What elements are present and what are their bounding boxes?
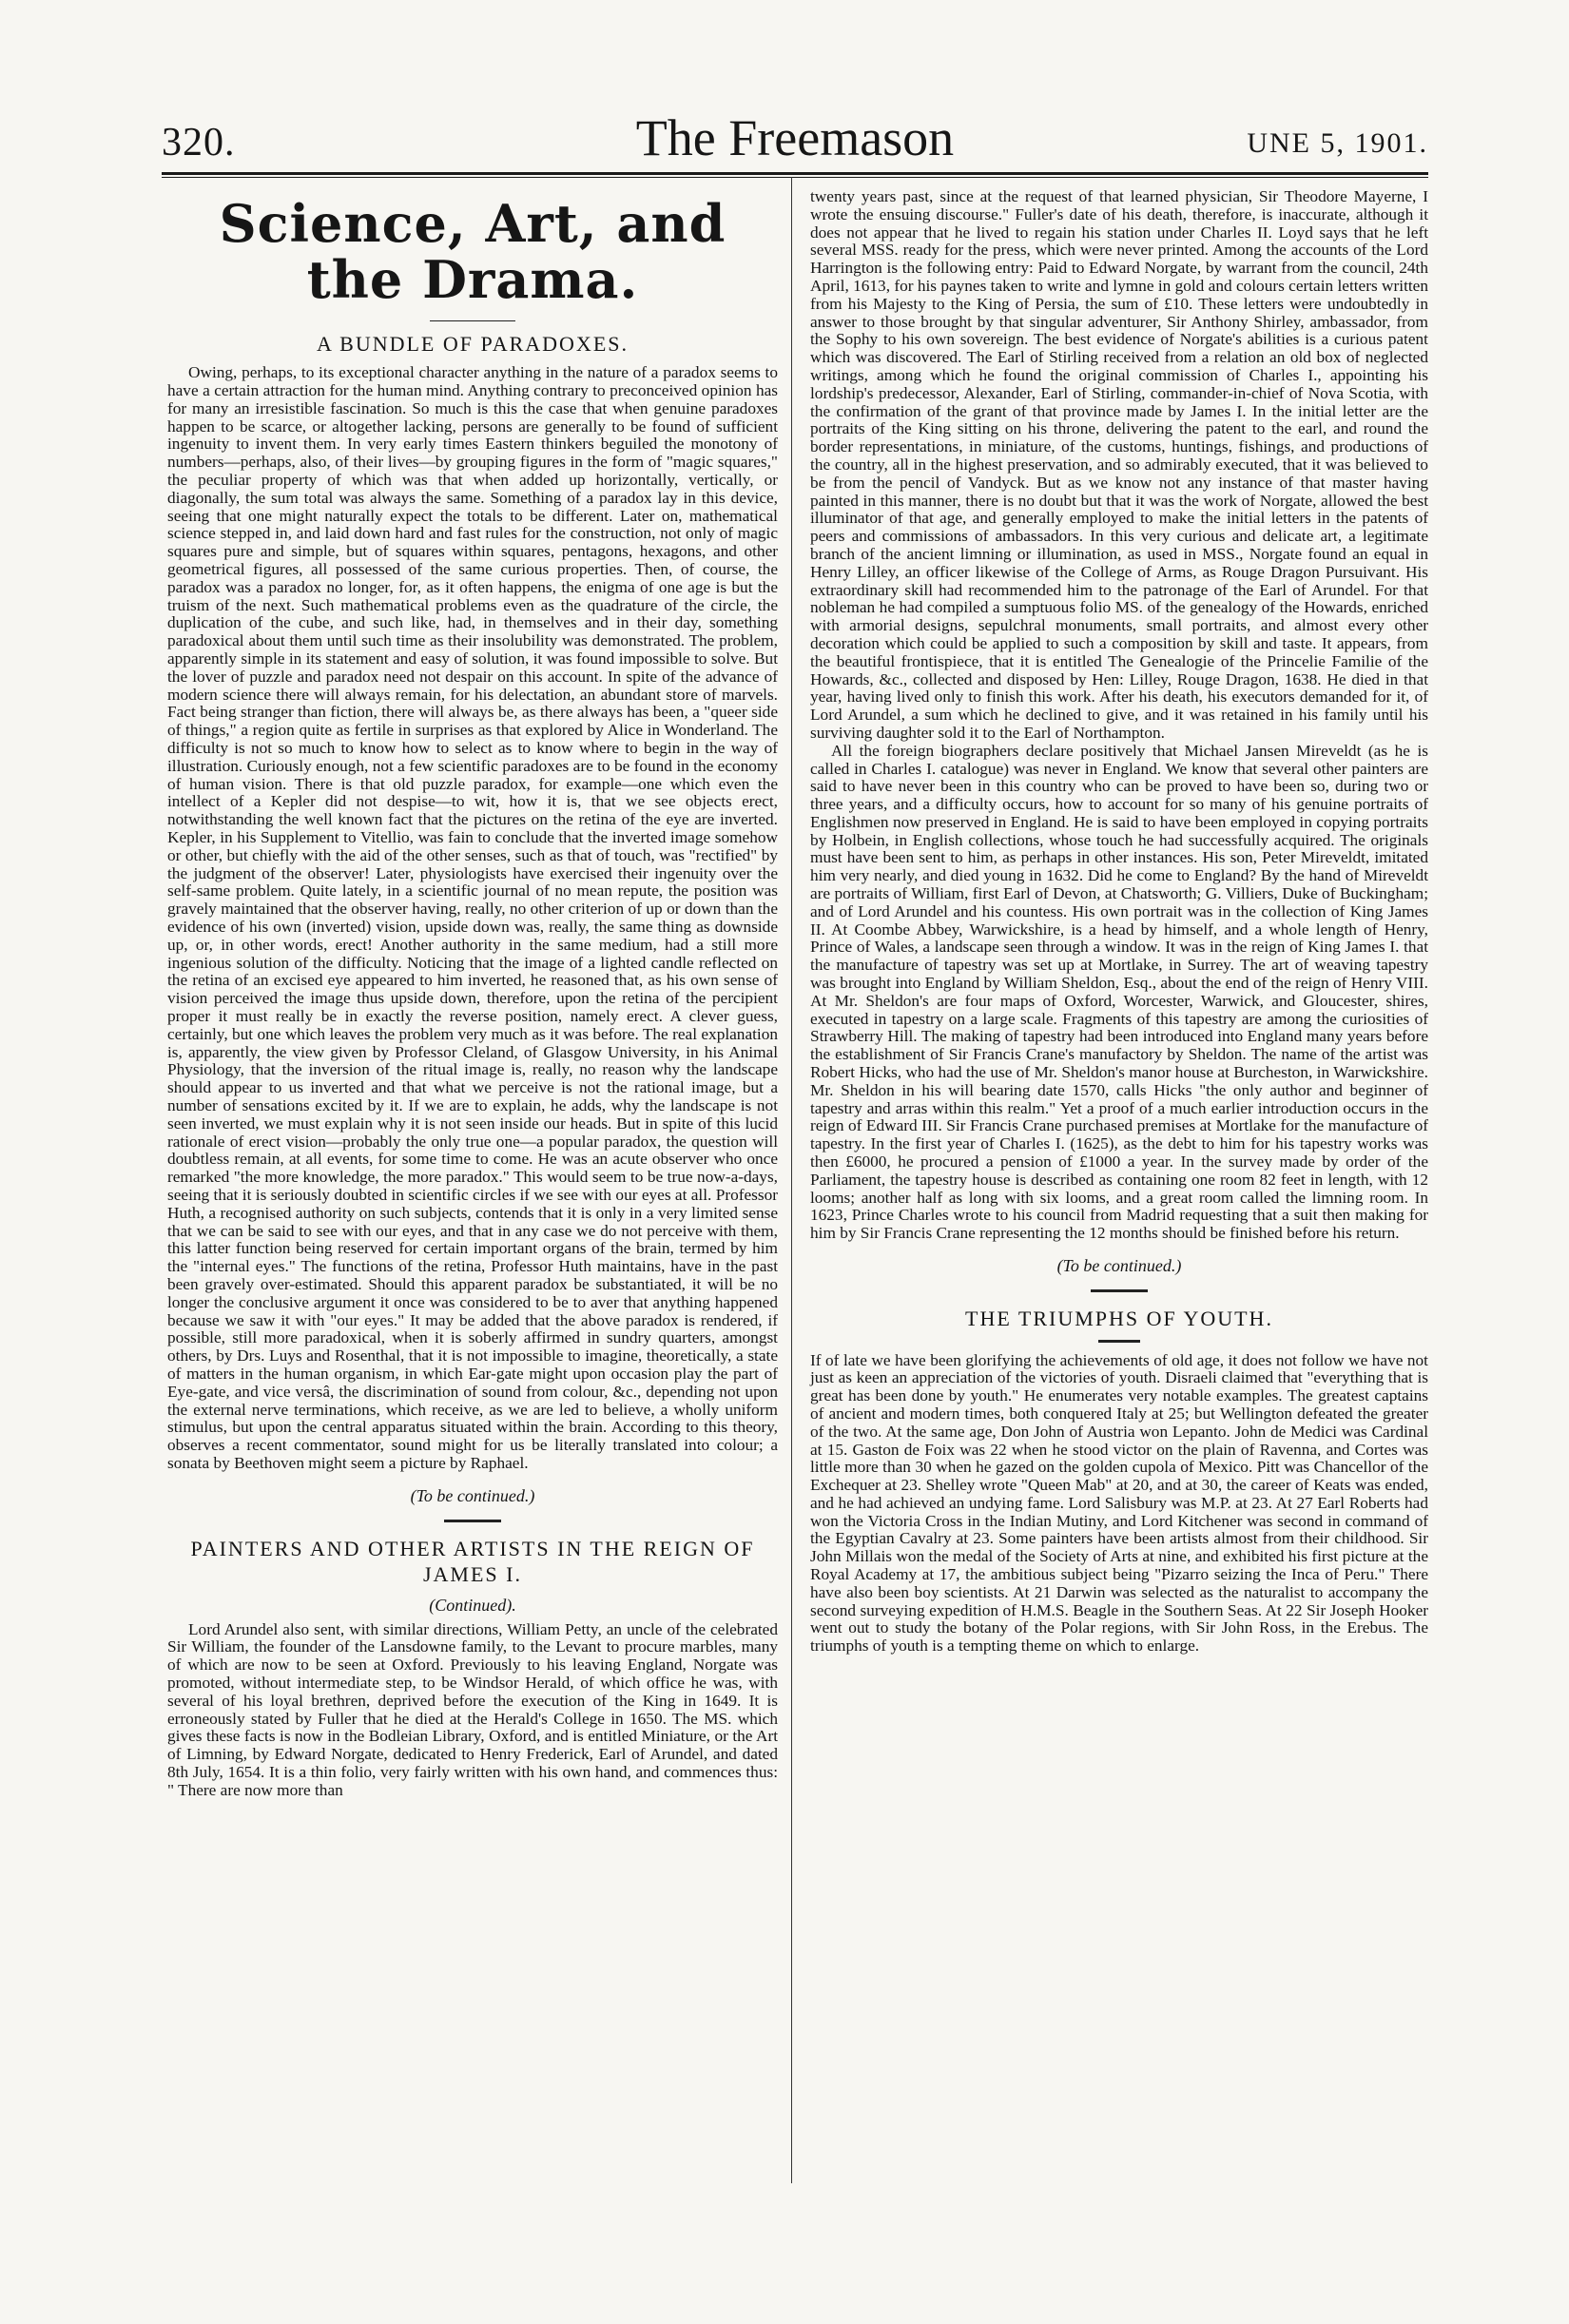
article-separator bbox=[1091, 1289, 1148, 1292]
issue-date: UNE 5, 1901. bbox=[1247, 127, 1428, 159]
article-heading-youth: THE TRIUMPHS OF YOUTH. bbox=[965, 1307, 1273, 1331]
article-paragraph: Owing, perhaps, to its exceptional character anything in the nature of a paradox seems to have a certain attraction for the human mind. Anything contrary to preconceived opinion has for many an irresistible fascination. So much is this the case that when genuine paradoxes happen to be scarce, or altogether lacking, persons are generally to be found of sufficient ingenuity to invent them. In very early times Eastern thinkers beguiled the monotony of numbers—perhaps, also, of their lives—by grouping figures in the form of "magic squares," the peculiar property of which was that when added up horizontally, vertically, or diagonally, the sum total was always the same. Something of a paradox lay in this device, seeing that one might naturally expect the totals to be different. Later on, mathematical science stepped in, and laid down hard and fast rules for the construction, not only of magic squares pure and simple, but of squares within squares, pentagons, hexagons, and other geometrical figures, all possessed of the same curious properties. Then, of course, the paradox was a paradox no longer, for, as it often happens, the enigma of one age is but the truism of the next. Such mathematical problems even as the quadrature of the circle, the duplication of the cube, and such like, had, in themselves and in their day, something paradoxical about them until such time as their insolubility was demonstrated. The problem, apparently simple in its statement and easy of solution, it was found impossible to solve. But the lover of puzzle and paradox need not despair on this account. In spite of the advance of modern science there will always remain, for his delectation, an abundant store of marvels. Fact being stranger than fiction, there will always be, as there always has been, a "queer side of things," a region quite as fertile in surprises as that explored by Alice in Wonderland. The difficulty is not so much to know how to select as to know where to begin in the way of illustration. Curiously enough, not a few scientific paradoxes are to be found in the economy of human vision. There is that old puzzle paradox, for example—one which even the intellect of a Kepler did not despise—to wit, how it is, that we see objects erect, notwithstanding the well known fact that the pictures on the retina of the eye are inverted. Kepler, in his Supplement to Vitellio, was fain to conclude that the inverted image somehow or other, but chiefly with the aid of the other senses, such as that of touch, was "rectified" by the judgment of the observer! Later, physiologists have exercised their ingenuity over the self-same problem. Quite lately, in a scientific journal of no mean repute, the position was gravely maintained that the observer having, really, no other criterion of up or down than the evidence of his own (inverted) vision, upside down was, really, the same thing as downside up, or, in other words, erect! Another authority in the same medium, had a still more ingenious solution of the difficulty. Noticing that the image of a lighted candle reflected on the retina of an excised eye appeared to him inverted, he reasoned that, as his own sense of vision perceived the image thus upside down, therefore, upon the retina of the percipient proper it must really be in exactly the reverse position, namely erect. A clever guess, certainly, but one which leaves the problem very much as it was before. The real explanation is, apparently, the view given by Professor Cleland, of Glasgow University, in his Animal Physiology, that the inversion of the ritual image is, really, no reason why the landscape should appear to us inverted and that what we perceive is not the rational image, but a number of sensations excited by it. If we are to explain, he adds, why the landscape is not seen inverted, we must explain why it is not seen inside our heads. But in spite of this lucid rationale of erect vision—probably the only true one—a popular paradox, the question will doubtless remain, at all events, for some time to come. He was an acute observer who once remarked "the more knowledge, the more paradox." This would seem to be true now-a-days, seeing that it is seriously doubted in scientific circles if we see with our eyes at all. Professor Huth, a recognised authority on such subjects, contends that it is only in a very limited sense that we can be said to see with our eyes, and that in any case we do not perceive with them, this latter function being reserved for certain important organs of the brain, termed by him the "internal eyes." The functions of the retina, Professor Huth maintains, have in the past been gravely over-estimated. Should this apparent paradox be substantiated, it will be no longer the conclusive argument it once was considered to be to aver that anything happened because we saw it with "our eyes." It may be added that the above paradox is rendered, if possible, still more paradoxical, when it is soberly affirmed in sundry quarters, amongst others, by Drs. Luys and Rosenthal, that it is not impossible to imagine, theoretically, a state of matters in the human organism, in which Ear-gate might upon occasion play the part of Eye-gate, and vice versâ, the discrimination of sound from colour, &c., depending not upon the external nerve terminations, which receive, as we are led to believe, a wholly uniform stimulus, but upon the central apparatus situated within the brain. According to this theory, observes a recent commentator, sound might for us be literally translated into colour; a sonata by Beethoven might seem a picture by Raphael. bbox=[167, 363, 778, 1472]
newspaper-title: The Freemason bbox=[635, 109, 955, 166]
article-heading-painters: PAINTERS AND OTHER ARTISTS IN THE REIGN OF JAMES I. bbox=[190, 1536, 755, 1587]
right-column bbox=[810, 188, 1428, 1656]
left-column bbox=[167, 188, 778, 1800]
masthead bbox=[162, 107, 1428, 169]
to-be-continued-note: (To be continued.) bbox=[1056, 1256, 1182, 1276]
article-subheading: (Continued). bbox=[429, 1595, 516, 1615]
article-separator bbox=[444, 1520, 501, 1522]
section-title: Science, Art, and the Drama. bbox=[219, 193, 726, 311]
masthead-rule bbox=[162, 172, 1428, 175]
section-title-rule bbox=[430, 320, 515, 321]
article-heading-paradoxes: A BUNDLE OF PARADOXES. bbox=[316, 331, 629, 356]
heading-rule bbox=[1098, 1340, 1140, 1343]
article-paragraph: twenty years past, since at the request of that learned physician, Sir Theodore Mayerne, I wrote the ensuing discourse." Fuller's date of his death, therefore, is inaccurate, although it does not appear that he lived to regain his station under Charles II. Loyd says that he left several MSS. ready for the press, which were never printed. Among the accounts of the Lord Harrington is the following entry: Paid to Edward Norgate, by warrant from the council, 24th April, 1613, for his paynes taken to write and lymne in gold and colours certain letters written from his Majesty to the King of Persia, the sum of £10. These letters were undoubtedly in answer to those brought by that singular adventurer, Sir Anthony Shirley, ambassador, from the Sophy to his own sovereign. The best evidence of Norgate's abilities is a curious patent which was discovered. The Earl of Stirling received from a relation an old box of neglected writings, among which he found the original commission of Charles I., appointing his lordship's predecessor, Alexander, Earl of Stirling, commander-in-chief of Nova Scotia, with the confirmation of the grant of that province made by James I. In the initial letter are the portraits of the King sitting on his throne, delivering the patent to the earl, and round the border representations, in miniature, of the customs, huntings, fishings, and productions of the country, all in the highest preservation, and so admirably executed, that it was believed to be from the pencil of Vandyck. But as we know not any instance of that master having painted in this manner, there is no doubt but that it was the work of Norgate, allowed the best illuminator of that age, and generally employed to make the initial letters in the patents of peers and commissions of ambassadors. In this very curious and delicate art, a legitimate branch of the ancient limning or illumination, as used in MSS., Norgate found an equal in Henry Lilley, an officer likewise of the College of Arms, as Rouge Dragon Pursuivant. His extraordinary skill had recommended him to the patronage of the Earl of Arundel. For that nobleman he had compiled a sumptuous folio MS. of the genealogy of the Howards, enriched with armorial designs, sepulchral monuments, small portraits, and almost every other decoration which could be applied to such a composition by skill and taste. It appears, from the beautiful frontispiece, that it is entitled The Genealogie of the Princelie Familie of the Howards, &c., collected and disposed by Hen: Lilley, Rouge Dragon, 1638. He died in that year, having lived only to finish this work. After his death, his executors demanded for it, of Lord Arundel, a sum which he declined to give, and it was retained in his family until his surviving daughter sold it to the Earl of Northampton. bbox=[810, 187, 1428, 742]
page-number: 320. bbox=[162, 121, 236, 165]
to-be-continued-note: (To be continued.) bbox=[410, 1485, 535, 1505]
article-paragraph: If of late we have been glorifying the achievements of old age, it does not follow we have not just as keen an appreciation of the victories of youth. Disraeli claimed that "everything that is great has been done by youth." He enumerates very notable examples. The greatest captains of ancient and modern times, both conquered Italy at 25; but Wellington defeated the greater of the two. At the same age, Don John of Austria won Lepanto. John de Medici was Cardinal at 15. Gaston de Foix was 22 when he stood victor on the plain of Ravenna, and Cortes was little more than 30 when he gazed on the golden cupola of Mexico. Pitt was Chancellor of the Exchequer at 23. Shelley wrote "Queen Mab" at 20, and at 30, the career of Keats was ended, and he had achieved an undying fame. Lord Salisbury was M.P. at 23. At 27 Earl Roberts had won the Victoria Cross in the Indian Mutiny, and Lord Kitchener was second in command of the Egyptian Cavalry at 23. Some painters have been artists almost from their childhood. Sir John Millais won the medal of the Society of Arts at nine, and exhibited his first picture at the Royal Academy at 17, the ambitious subject being "Pizarro seizing the Inca of Peru." There have also been boy scientists. At 21 Darwin was selected as the naturalist to accompany the second surveying expedition of H.M.S. Beagle in the Southern Seas. At 22 Sir Joseph Hooker went out to study the botany of the Polar regions, with Sir John Ross, in the Erebus. The triumphs of youth is a tempting theme on which to enlarge. bbox=[810, 1350, 1428, 1656]
column-divider bbox=[791, 177, 792, 2183]
article-paragraph: Lord Arundel also sent, with similar directions, William Petty, an uncle of the celebrated Sir William, the founder of the Lansdowne family, to the Levant to procure marbles, many of which are now to be seen at Oxford. Previously to his leaving England, Norgate was promoted, without intermediate step, to be Windsor Herald, of which office he was, with several of his loyal brethren, deprived before the execution of the King in 1649. It is erroneously stated by Fuller that he died at the Herald's College in 1650. The MS. which gives these facts is now in the Bodleian Library, Oxford, and is entitled Miniature, or the Art of Limning, by Edward Norgate, dedicated to Henry Frederick, Earl of Arundel, and dated 8th July, 1654. It is a thin folio, very fairly written with his own hand, and commences thus: " There are now more than bbox=[167, 1619, 778, 1799]
masthead-rule-thin bbox=[162, 177, 1428, 178]
article-paragraph: All the foreign biographers declare positively that Michael Jansen Mireveldt (as he is called in Charles I. catalogue) was never in England. We know that several other painters are said to have never been in this country who can be proved to have been so, during two or three years, and a difficulty occurs, how to account for so many of his genuine portraits of Englishmen now preserved in England. He is said to have been employed in copying portraits by Holbein, in English collections, whose touch he had successfully acquired. The originals must have been sent to him, as perhaps in other instances. His son, Peter Mireveldt, imitated him very nearly, and died young in 1632. Did he come to England? By the hand of Mireveldt are portraits of William, first Earl of Devon, at Chatsworth; G. Villiers, Duke of Buckingham; and of Lord Arundel and his countess. His own portrait was in the collection of King James II. At Coombe Abbey, Warwickshire, is a head by himself, and a whole length of Henry, Prince of Wales, a landscape seen through a window. It was in the reign of King James I. that the manufacture of tapestry was set up at Mortlake, in Surrey. The art of weaving tapestry was brought into England by William Sheldon, Esq., about the end of the reign of Henry VIII. At Mr. Sheldon's are four maps of Oxford, Worcester, Warwick, and Gloucester, shires, executed in tapestry on a large scale. Fragments of this tapestry are among the curiosities of Strawberry Hill. The making of tapestry had been introduced into England many years before the establishment of Sir Francis Crane's manufactory by Sheldon. The name of the artist was Robert Hicks, who had the use of Mr. Sheldon's manor house at Burcheston, in Warwickshire. Mr. Sheldon in his will bearing date 1570, calls Hicks "the only author and beginner of tapestry and arras within this realm." Yet a proof of a much earlier introduction occurs in the reign of Edward III. Sir Francis Crane purchased premises at Mortlake for the manufacture of tapestry. In the first year of Charles I. (1625), as the debt to him for his tapestry works was then £6000, he procured a pension of £1000 a year. In the survey made by order of the Parliament, the tapestry house is described as containing one room 82 feet in length, with 12 looms; another half as long with six looms, and a great room called the limning room. In 1623, Prince Charles wrote to his council from Madrid requesting that a suit then making for him by Sir Francis Crane representing the 12 months should be finished before his return. bbox=[810, 741, 1428, 1243]
